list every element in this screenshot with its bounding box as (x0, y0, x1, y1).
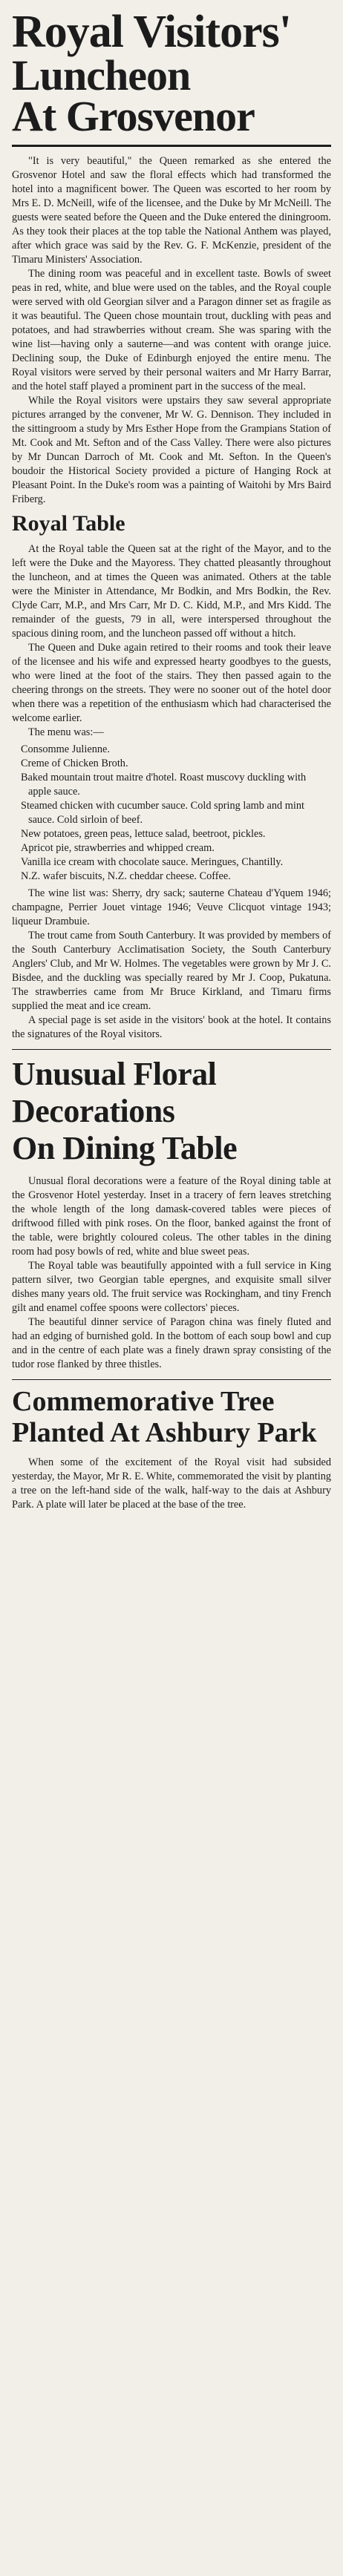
menu-item: Steamed chicken with cucumber sauce. Cold spring lamb and mint sauce. Cold sirloin of beef. (21, 799, 304, 826)
headline-line: Decorations (12, 1092, 175, 1129)
headline-line: Planted At Ashbury Park (12, 1416, 317, 1448)
article-headline (12, 1386, 331, 1448)
menu-item: Apricot pie, strawberries and whipped cream. (21, 841, 215, 854)
article-paragraph: Unusual floral decorations were a feature of the Royal dining table at the Grosvenor Hotel yesterday. Inset in a tracery of fern leaves stretching the whole length of the long damask-covered tables were pieces of driftwood filled with pink roses. On the floor, banked against the front of the table, were brightly coloured coleus. The other tables in the dining room had posy bowls of red, white and blue sweet peas. (12, 1174, 331, 1258)
article-paragraph: The Queen and Duke again retired to their rooms and took their leave of the licensee and his wife and expressed hearty goodbyes to the guests, who were lined at the foot of the stairs. They then passed again to the cheering throngs on the streets. They were no sooner out of the hotel door when there was a repetition of the enthusiasm which had characterised the welcome earlier. (12, 641, 331, 724)
divider (12, 145, 331, 147)
menu-item: Baked mountain trout maitre d'hotel. Roast muscovy duckling with apple sauce. (21, 771, 307, 798)
article-paragraph: The dining room was peaceful and in excellent taste. Bowls of sweet peas in red, white, and blue were used on the tables, and the Royal couple were served with old Georgian silver and a Paragon dinner set as fragile as it was beautiful. The Queen chose mountain trout, duckling with peas and potatoes, and had strawberries without cream. She was sparing with the wine list—having only a sauterne—and was content with orange juice. Declining soup, the Duke of Edinburgh enjoyed the entire menu. The Royal visitors were served by their personal waiters and Mr Harry Barrar, and the hotel staff played a prominent part in the success of the meal. (12, 267, 331, 392)
headline-line: Unusual Floral (12, 1055, 217, 1092)
menu-item: Consomme Julienne. (21, 743, 110, 755)
section-subheading: Royal Table (12, 510, 125, 536)
headline-line: Commemorative Tree (12, 1385, 275, 1417)
menu-item: New potatoes, green peas, lettuce salad, beetroot, pickles. (21, 827, 266, 840)
menu-list (12, 743, 331, 884)
article-paragraph: The wine list was: Sherry, dry sack; sauterne Chateau d'Yquem 1946; champagne, Perrier Jouet vintage 1946; Veuve Clicquot vintage 1943; liqueur Drambuie. (12, 887, 331, 927)
article-headline (12, 7, 331, 141)
article-paragraph: When some of the excitement of the Royal visit had subsided yesterday, the Mayor, Mr R. E. White, commemorated the visit by planting a tree on the left-hand side of the walk, half-way to the dais at Ashbury Park. A plate will later be placed at the base of the tree. (12, 1456, 331, 1511)
menu-item: N.Z. wafer biscuits, N.Z. cheddar cheese. Coffee. (21, 870, 231, 882)
divider (12, 1379, 331, 1380)
headline-line: At Grosvenor (12, 92, 255, 141)
divider (12, 1049, 331, 1050)
headline-line: On Dining Table (12, 1129, 238, 1166)
menu-item: Vanilla ice cream with chocolate sauce. Meringues, Chantilly. (21, 855, 284, 868)
article-paragraph: While the Royal visitors were upstairs they saw several appropriate pictures arranged by the convener, Mr W. G. Dennison. They included in the sittingroom a study by Mrs Esther Hope from the Grampians Station of Mt. Cook and Mt. Sefton and of the Cass Valley. There were also pictures by Mr Duncan Darroch of Mt. Cook and Mt. Sefton. In the Queen's boudoir the Historical Society provided a picture of Hanging Rock at Pleasant Point. In the Duke's room was a painting of Waitohi by Mrs Baird Friberg. (12, 394, 331, 505)
article-paragraph: At the Royal table the Queen sat at the right of the Mayor, and to the left were the Duke and the Mayoress. They chatted pleasantly throughout the luncheon, and at times the Queen was animated. Others at the table were the Minister in Attendance, Mr Bodkin, and Mrs Bodkin, the Rev. Clyde Carr, M.P., and Mrs Carr, Mr D. C. Kidd, M.P., and Mrs Kidd. The remainder of the guests, 79 in all, were interspersed throughout the spacious dining room, and the luncheon passed off without a hitch. (12, 542, 331, 640)
article-paragraph: "It is very beautiful," the Queen remarked as she entered the Grosvenor Hotel and saw the floral effects which had transformed the hotel into a magnificent bower. The Queen was escorted to her room by Mrs E. D. McNeill, wife of the licensee, and the Duke by Mr McNeill. The guests were seated before the Queen and the Duke entered the diningroom. As they took their places at the top table the National Anthem was played, after which grace was said by the Rev. G. F. McKenzie, president of the Timaru Ministers' Association. (12, 154, 331, 266)
menu-label: The menu was:— (28, 726, 104, 738)
article-paragraph: The beautiful dinner service of Paragon china was finely fluted and had an edging of burnished gold. In the bottom of each soup bowl and cup and in the centre of each plate was a finely drawn spray consisting of the tudor rose flanked by three thistles. (12, 1315, 331, 1370)
article-paragraph: The Royal table was beautifully appointed with a full service in King pattern silver, two Georgian table epergnes, and exquisite small silver dishes many years old. The fruit service was Rockingham, and tiny French gilt and enamel coffee spoons were collectors' pieces. (12, 1259, 331, 1314)
article-paragraph: A special page is set aside in the visitors' book at the hotel. It contains the signatures of the Royal visitors. (12, 1013, 331, 1040)
menu-item: Creme of Chicken Broth. (21, 757, 128, 769)
headline-line: Royal Visitors' (12, 7, 291, 57)
headline-line: Luncheon (12, 50, 191, 99)
article-headline (12, 1056, 331, 1167)
article-paragraph: The trout came from South Canterbury. It was provided by members of the South Canterbury Acclimatisation Society, the South Canterbury Anglers' Club, and Mr W. Holmes. The vegetables were grown by Mr J. C. Bisdee, and the duckling was specially reared by Mr J. Coop, Pukatuna. The strawberries came from Mr Bruce Kirkland, and Timaru firms supplied the meat and ice cream. (12, 929, 331, 1012)
